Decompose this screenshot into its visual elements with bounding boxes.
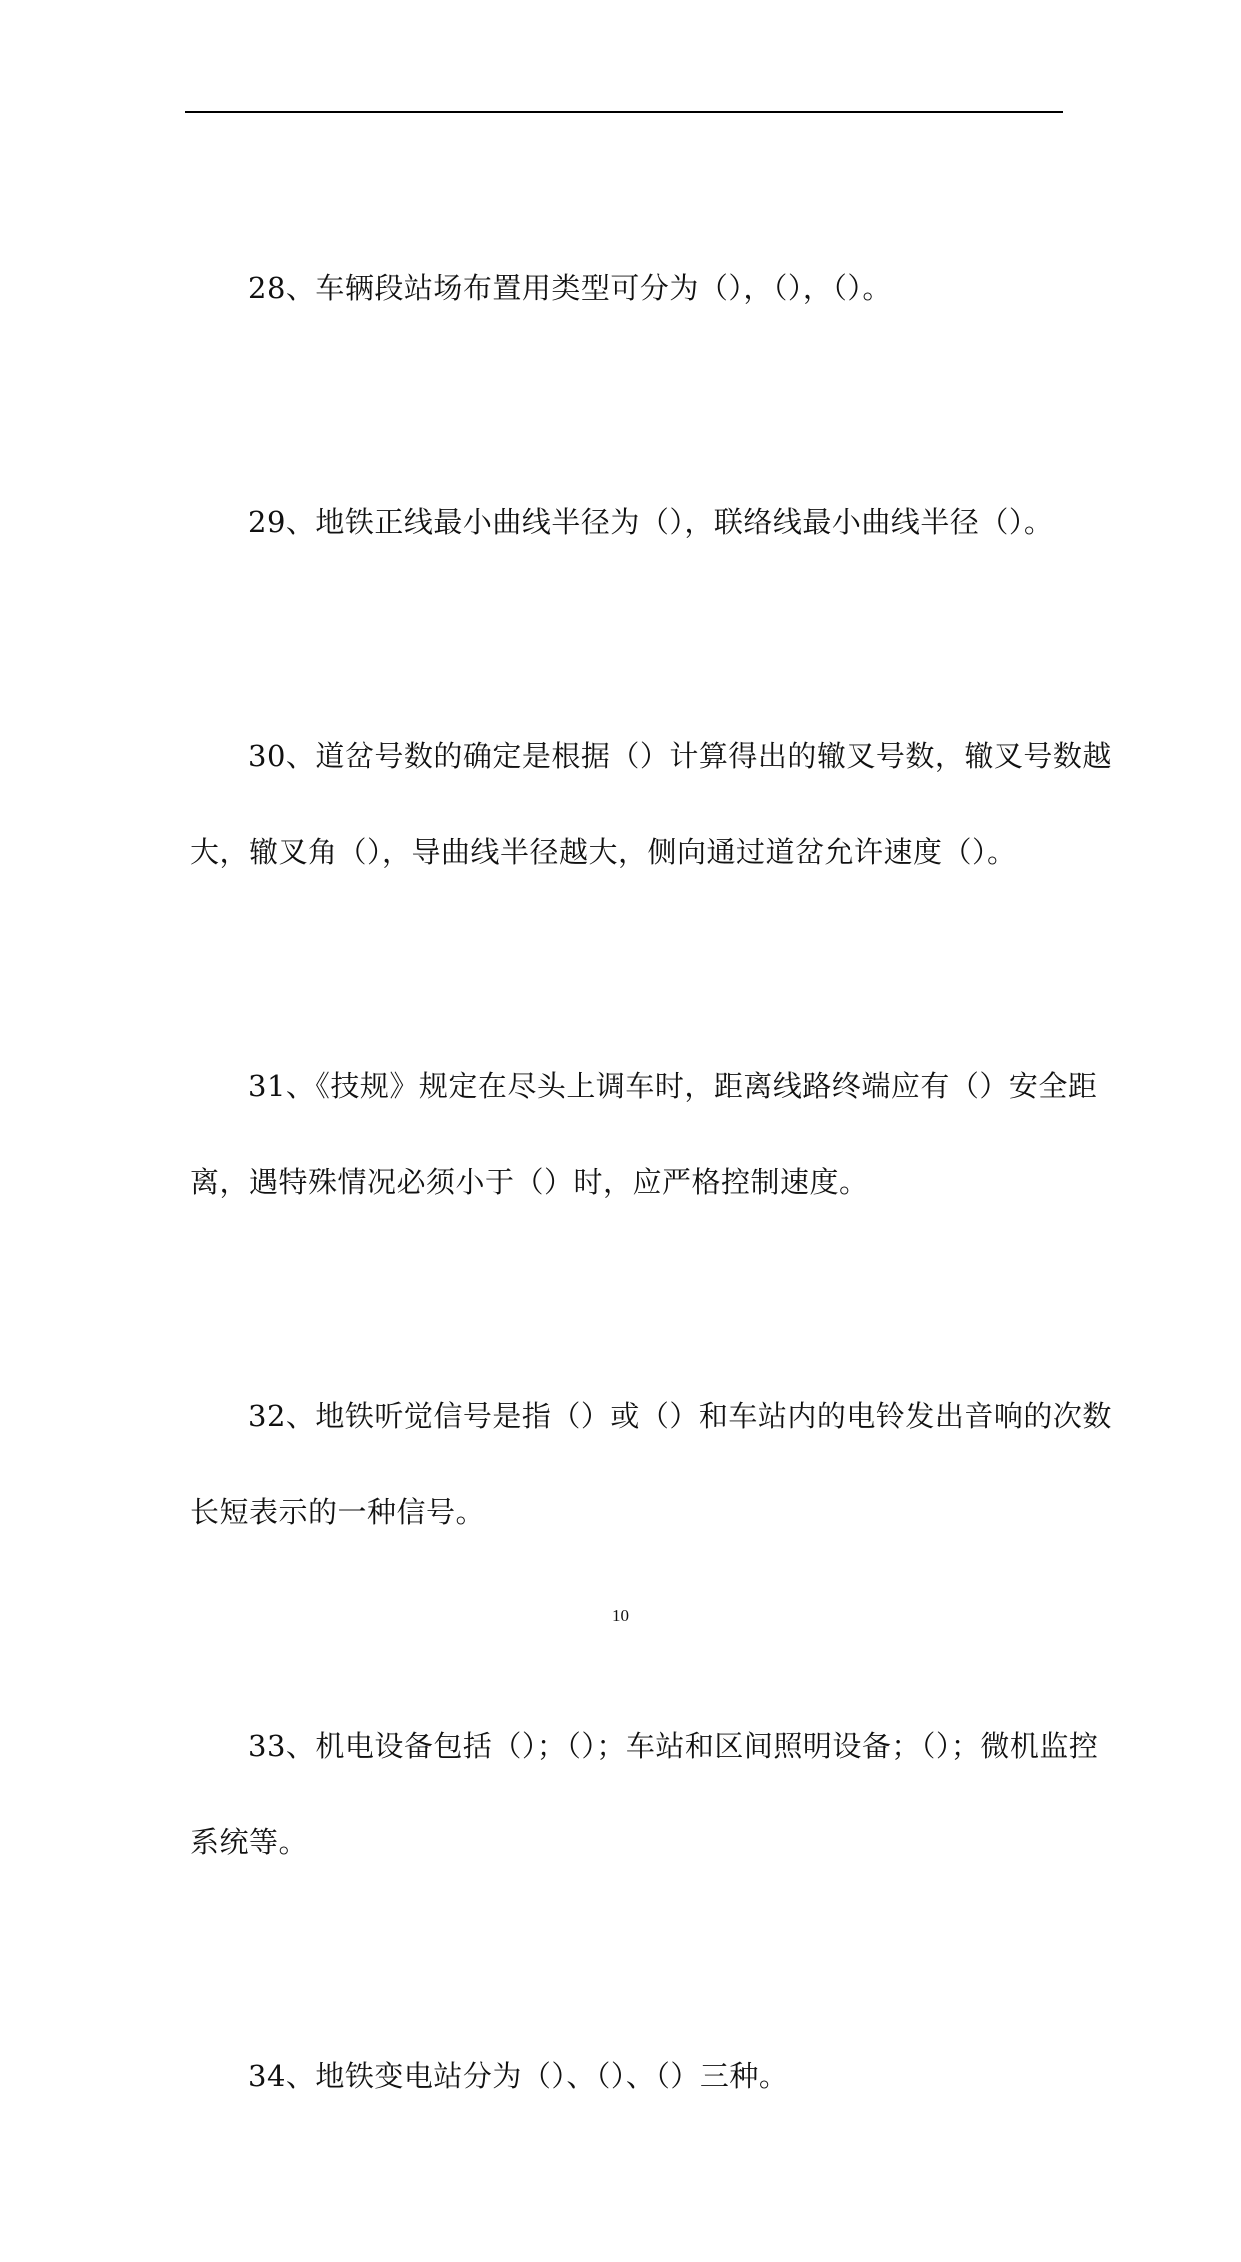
question-line-continued: 离，遇特殊情况必须小于（）时，应严格控制速度。 [190, 1165, 869, 1199]
question-line: 28、车辆段站场布置用类型可分为（），（），（）。 [248, 271, 892, 305]
question-line-continued: 系统等。 [190, 1825, 309, 1859]
question-line-continued: 长短表示的一种信号。 [190, 1495, 486, 1529]
question-line: 30、道岔号数的确定是根据（）计算得出的辙叉号数，辙叉号数越 [248, 739, 1112, 773]
header-rule [185, 111, 1063, 113]
page-number: 10 [612, 1606, 629, 1625]
question-32 [190, 1368, 1112, 1560]
question-line-continued: 大，辙叉角（），导曲线半径越大，侧向通过道岔允许速度（）。 [190, 835, 1017, 869]
question-34 [190, 2028, 1058, 2124]
question-29 [190, 474, 1058, 570]
question-line: 29、地铁正线最小曲线半径为（），联络线最小曲线半径（）。 [248, 505, 1054, 539]
question-31 [190, 1038, 1098, 1230]
question-line: 34、地铁变电站分为（）、（）、（）三种。 [248, 2059, 789, 2093]
document-body [190, 240, 1112, 2262]
question-line: 33、机电设备包括（）；（）；车站和区间照明设备；（）；微机监控 [248, 1729, 1099, 1763]
question-line: 31、《技规》规定在尽头上调车时，距离线路终端应有（）安全距 [248, 1069, 1098, 1103]
question-28 [190, 240, 1058, 336]
question-30 [190, 708, 1112, 900]
question-33 [190, 1698, 1099, 1890]
question-line: 32、地铁听觉信号是指（）或（）和车站内的电铃发出音响的次数 [248, 1399, 1112, 1433]
